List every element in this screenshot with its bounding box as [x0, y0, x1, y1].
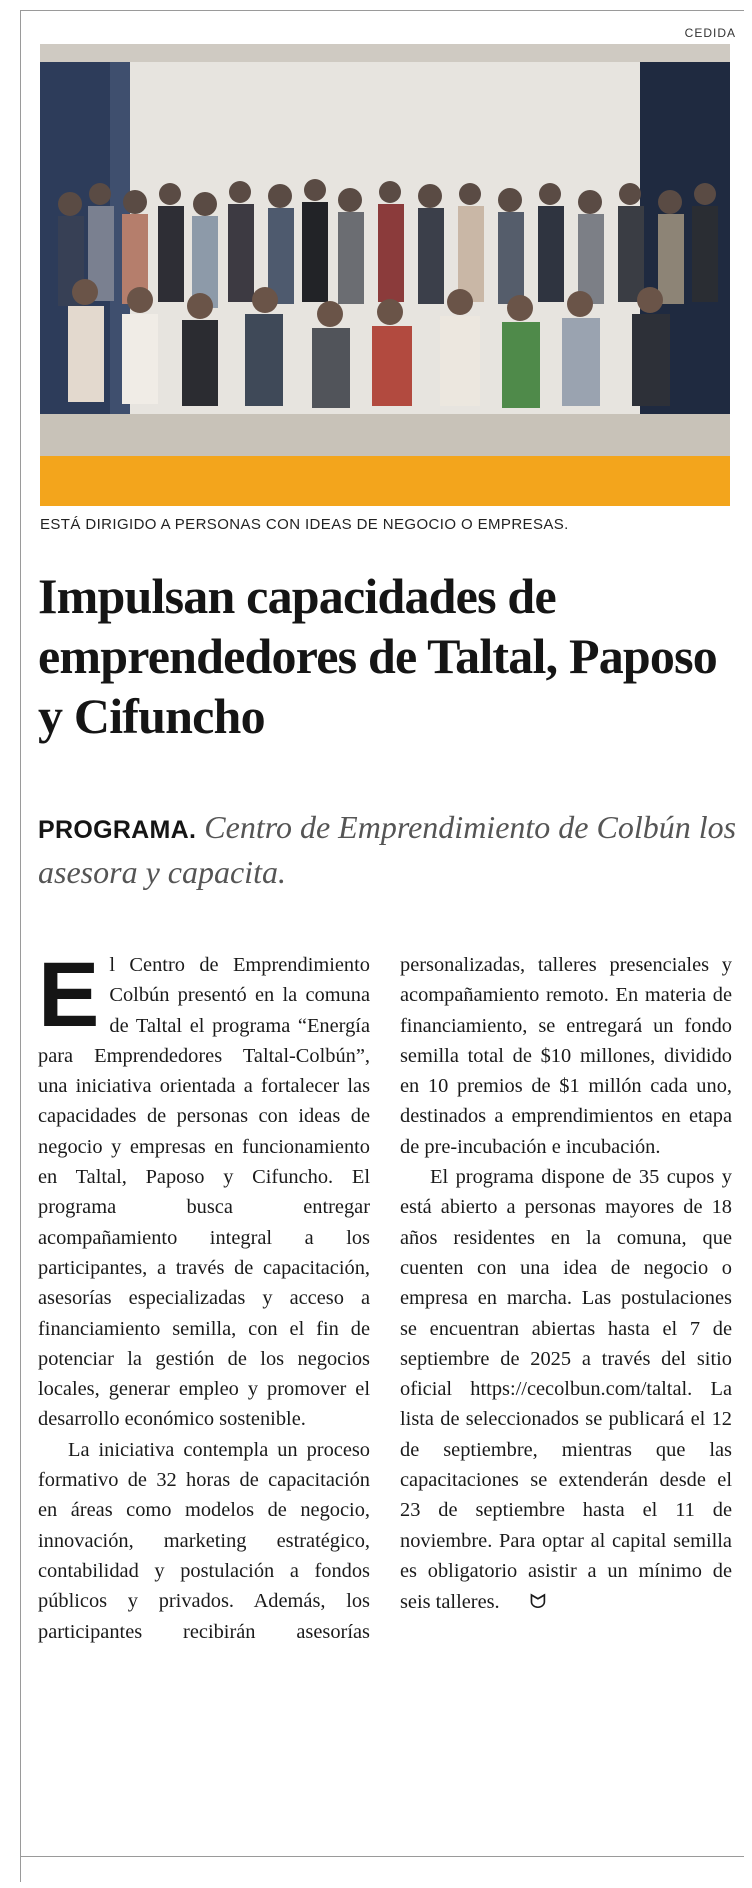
article-body: [38, 944, 732, 1800]
headline: Impulsan capacidades de emprendedores de Taltal, Paposo y Cifuncho: [38, 568, 717, 744]
deck: [38, 806, 738, 893]
photo-credit: CEDIDA: [684, 26, 736, 40]
paragraph-1-text: l Centro de Emprendimiento Colbún presentó en la comuna de Taltal el programa “Energía para Emprendedores Taltal-Colbún”, una iniciativa orientada a fortalecer las capacidades de personas con ideas de negocio y empresas en funcionamiento en Taltal, Paposo y Cifuncho. El programa busca entregar acompañamiento integral a los participantes, a través de capacitación, asesorías especializadas y acceso a financiamiento semilla, con el fin de potenciar la gestión de los negocios locales, generar empleo y promover el desarrollo económico sostenible.: [38, 954, 370, 1431]
dropcap: E: [38, 944, 100, 1046]
paragraph-3: [400, 1162, 732, 1617]
deck-text: Centro de Emprendimiento de Colbún los asesora y capacita.: [38, 809, 737, 890]
bottom-rule: [20, 1856, 744, 1857]
end-mark-icon: ᗢ: [529, 1589, 547, 1614]
paragraph-1: [38, 944, 370, 1435]
photo-caption: ESTÁ DIRIGIDO A PERSONAS CON IDEAS DE NEGOCIO O EMPRESAS.: [40, 516, 569, 533]
group-photo-icon: [40, 44, 730, 506]
paragraph-3-text: El programa dispone de 35 cupos y está abierto a personas mayores de 18 años residentes en la comuna, que cuenten con una idea de negocio o empresa en marcha. Las postulaciones se encuentran abiertas hasta el 7 de septiembre de 2025 a través del sitio oficial https://cecolbun.com/taltal. La lista de seleccionados se publicará el 12 de septiembre, mientras que las capacitaciones se extenderán desde el 23 de septiembre hasta el 11 de noviembre. Para optar al capital semilla es obligatorio asistir a un mínimo de seis talleres.: [400, 1166, 732, 1614]
group-photo: [40, 44, 730, 506]
left-column-rule: [20, 10, 21, 1882]
top-rule: [20, 10, 744, 11]
paragraph-2: La iniciativa contempla un proceso formativo de 32 horas de capacitación en áreas como modelos de negocio, innovación, marketing estratégico, contabilidad y postulación a fondos públicos y privados. Además, los participantes recibirán asesorías personalizadas, talleres presenciales y acompañamiento remoto. En materia de financiamiento, se entregará un fondo semilla total de $10 millones, dividido en 10 premios de $1 millón cada uno, destinados a emprendimientos en etapa de pre-incubación e incubación.: [38, 954, 732, 1643]
deck-kicker: PROGRAMA.: [38, 816, 197, 844]
